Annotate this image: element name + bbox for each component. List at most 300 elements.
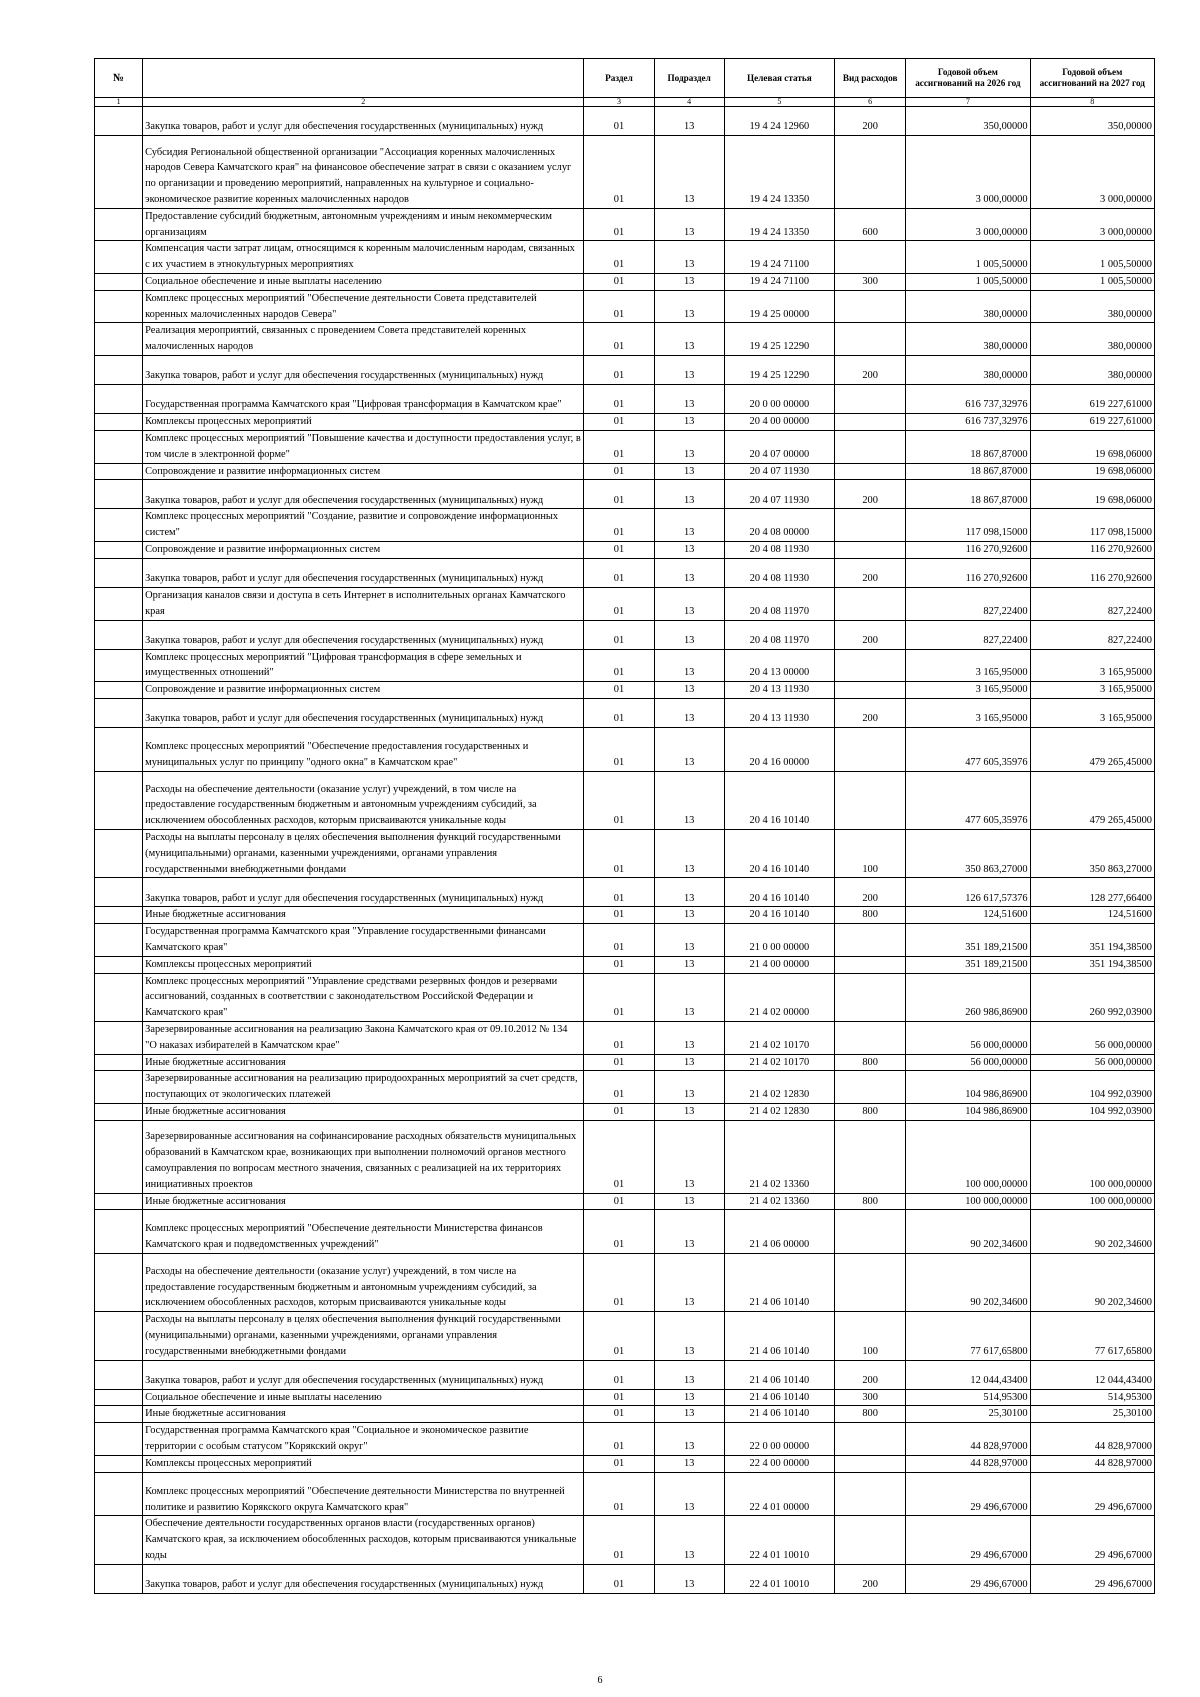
expense-type-cell: 800 — [835, 1406, 906, 1423]
amount-2027-cell: 117 098,15000 — [1030, 509, 1154, 542]
expense-type-cell — [835, 1210, 906, 1254]
section-cell: 01 — [584, 1022, 654, 1055]
expense-type-cell: 200 — [835, 878, 906, 907]
amount-2026-cell: 514,95300 — [906, 1389, 1030, 1406]
header-name — [143, 59, 584, 98]
table-row — [95, 1022, 1155, 1055]
expense-name-cell: Комплексы процессных мероприятий — [143, 1455, 584, 1472]
expense-type-cell — [835, 1516, 906, 1564]
target-article-cell: 19 4 25 12290 — [724, 323, 834, 356]
section-cell: 01 — [584, 1472, 654, 1516]
expense-name-cell: Закупка товаров, работ и услуг для обеспечения государственных (муниципальных) нужд — [143, 878, 584, 907]
table-row — [95, 1312, 1155, 1360]
section-cell: 01 — [584, 649, 654, 682]
target-article-cell: 20 4 00 00000 — [724, 414, 834, 431]
amount-2026-cell: 100 000,00000 — [906, 1193, 1030, 1210]
table-row — [95, 728, 1155, 772]
expense-type-cell — [835, 241, 906, 274]
row-number-cell — [95, 1071, 143, 1104]
row-number-cell — [95, 956, 143, 973]
amount-2027-cell: 100 000,00000 — [1030, 1120, 1154, 1193]
amount-2027-cell: 104 992,03900 — [1030, 1104, 1154, 1121]
target-article-cell: 21 4 06 10140 — [724, 1389, 834, 1406]
expense-name-cell: Сопровождение и развитие информационных систем — [143, 463, 584, 480]
row-number-cell — [95, 414, 143, 431]
row-number-cell — [95, 973, 143, 1021]
expense-name-cell: Государственная программа Камчатского края "Социальное и экономическое развитие территории с особым статусом "Корякский округ" — [143, 1423, 584, 1456]
amount-2027-cell: 56 000,00000 — [1030, 1054, 1154, 1071]
subsection-cell: 13 — [654, 107, 724, 136]
amount-2026-cell: 29 496,67000 — [906, 1564, 1030, 1593]
table-row — [95, 136, 1155, 209]
expense-name-cell: Комплекс процессных мероприятий "Создание, развитие и сопровождение информационных систем" — [143, 509, 584, 542]
amount-2027-cell: 350,00000 — [1030, 107, 1154, 136]
column-number: 8 — [1030, 98, 1154, 107]
section-cell: 01 — [584, 771, 654, 829]
row-number-cell — [95, 136, 143, 209]
subsection-cell: 13 — [654, 956, 724, 973]
amount-2026-cell: 18 867,87000 — [906, 431, 1030, 464]
expense-type-cell — [835, 1254, 906, 1312]
target-article-cell: 20 4 08 11970 — [724, 620, 834, 649]
amount-2026-cell: 18 867,87000 — [906, 463, 1030, 480]
section-cell: 01 — [584, 480, 654, 509]
subsection-cell: 13 — [654, 973, 724, 1021]
header-year-2026: Годовой объем ассигнований на 2026 год — [906, 59, 1030, 98]
row-number-cell — [95, 558, 143, 587]
amount-2026-cell: 3 165,95000 — [906, 682, 1030, 699]
amount-2026-cell: 12 044,43400 — [906, 1360, 1030, 1389]
amount-2027-cell: 1 005,50000 — [1030, 241, 1154, 274]
subsection-cell: 13 — [654, 1120, 724, 1193]
row-number-cell — [95, 878, 143, 907]
section-cell: 01 — [584, 1406, 654, 1423]
subsection-cell: 13 — [654, 1564, 724, 1593]
page-number: 6 — [597, 1675, 603, 1686]
amount-2027-cell: 116 270,92600 — [1030, 542, 1154, 559]
subsection-cell: 13 — [654, 414, 724, 431]
subsection-cell: 13 — [654, 1455, 724, 1472]
expense-name-cell: Закупка товаров, работ и услуг для обеспечения государственных (муниципальных) нужд — [143, 558, 584, 587]
amount-2027-cell: 90 202,34600 — [1030, 1254, 1154, 1312]
amount-2026-cell: 116 270,92600 — [906, 558, 1030, 587]
target-article-cell: 21 4 06 10140 — [724, 1254, 834, 1312]
section-cell: 01 — [584, 431, 654, 464]
table-body — [95, 107, 1155, 1594]
expense-name-cell: Комплекс процессных мероприятий "Обеспечение деятельности Министерства финансов Камчатского края и подведомственных учреждений" — [143, 1210, 584, 1254]
header-subsection: Подраздел — [654, 59, 724, 98]
amount-2026-cell: 124,51600 — [906, 907, 1030, 924]
amount-2026-cell: 90 202,34600 — [906, 1254, 1030, 1312]
expense-name-cell: Зарезервированные ассигнования на софинансирование расходных обязательств муниципальных образований в Камчатском крае, возникающих при выполнении полномочий органов местного самоуправления по вопросам местного значения, связанных с реализацией на их территориях инициативных проектов — [143, 1120, 584, 1193]
expense-name-cell: Предоставление субсидий бюджетным, автономным учреждениям и иным некоммерческим организациям — [143, 208, 584, 241]
expense-name-cell: Закупка товаров, работ и услуг для обеспечения государственных (муниципальных) нужд — [143, 699, 584, 728]
amount-2027-cell: 44 828,97000 — [1030, 1455, 1154, 1472]
amount-2027-cell: 56 000,00000 — [1030, 1022, 1154, 1055]
target-article-cell: 20 4 16 10140 — [724, 829, 834, 877]
subsection-cell: 13 — [654, 431, 724, 464]
amount-2026-cell: 25,30100 — [906, 1406, 1030, 1423]
table-row — [95, 356, 1155, 385]
subsection-cell: 13 — [654, 241, 724, 274]
amount-2026-cell: 3 165,95000 — [906, 699, 1030, 728]
table-row — [95, 509, 1155, 542]
row-number-cell — [95, 1472, 143, 1516]
section-cell: 01 — [584, 1389, 654, 1406]
table-row — [95, 208, 1155, 241]
subsection-cell: 13 — [654, 1071, 724, 1104]
expense-type-cell — [835, 1455, 906, 1472]
budget-table — [94, 58, 1155, 1594]
amount-2026-cell: 350,00000 — [906, 107, 1030, 136]
section-cell: 01 — [584, 1071, 654, 1104]
target-article-cell: 21 4 06 10140 — [724, 1312, 834, 1360]
subsection-cell: 13 — [654, 771, 724, 829]
row-number-cell — [95, 1360, 143, 1389]
target-article-cell: 21 4 02 12830 — [724, 1071, 834, 1104]
expense-type-cell — [835, 1120, 906, 1193]
subsection-cell: 13 — [654, 1104, 724, 1121]
amount-2027-cell: 25,30100 — [1030, 1406, 1154, 1423]
table-row — [95, 431, 1155, 464]
section-cell: 01 — [584, 956, 654, 973]
amount-2027-cell: 124,51600 — [1030, 907, 1154, 924]
expense-name-cell: Расходы на обеспечение деятельности (оказание услуг) учреждений, в том числе на предоставление государственным бюджетным и автономным учреждениям субсидий, за исключением обособленных расходов, которым присваиваются уникальные коды — [143, 1254, 584, 1312]
amount-2027-cell: 514,95300 — [1030, 1389, 1154, 1406]
expense-type-cell: 100 — [835, 1312, 906, 1360]
subsection-cell: 13 — [654, 1472, 724, 1516]
subsection-cell: 13 — [654, 829, 724, 877]
expense-name-cell: Комплекс процессных мероприятий "Обеспечение предоставления государственных и муниципальных услуг по принципу "одного окна" в Камчатском крае" — [143, 728, 584, 772]
expense-name-cell: Закупка товаров, работ и услуг для обеспечения государственных (муниципальных) нужд — [143, 1564, 584, 1593]
amount-2027-cell: 44 828,97000 — [1030, 1423, 1154, 1456]
row-number-cell — [95, 1104, 143, 1121]
expense-name-cell: Расходы на выплаты персоналу в целях обеспечения выполнения функций государственными (муниципальными) органами, казенными учреждениями, органами управления государственными внебюджетными фондами — [143, 829, 584, 877]
amount-2026-cell: 3 000,00000 — [906, 136, 1030, 209]
expense-type-cell — [835, 463, 906, 480]
table-row — [95, 1254, 1155, 1312]
section-cell: 01 — [584, 1312, 654, 1360]
row-number-cell — [95, 1516, 143, 1564]
target-article-cell: 22 4 00 00000 — [724, 1455, 834, 1472]
expense-name-cell: Комплексы процессных мероприятий — [143, 956, 584, 973]
subsection-cell: 13 — [654, 924, 724, 957]
amount-2027-cell: 380,00000 — [1030, 290, 1154, 323]
section-cell: 01 — [584, 1120, 654, 1193]
amount-2027-cell: 12 044,43400 — [1030, 1360, 1154, 1389]
section-cell: 01 — [584, 699, 654, 728]
target-article-cell: 20 4 13 00000 — [724, 649, 834, 682]
table-row — [95, 620, 1155, 649]
target-article-cell: 21 4 02 13360 — [724, 1193, 834, 1210]
amount-2026-cell: 1 005,50000 — [906, 241, 1030, 274]
row-number-cell — [95, 907, 143, 924]
amount-2027-cell: 3 000,00000 — [1030, 208, 1154, 241]
row-number-cell — [95, 1312, 143, 1360]
expense-name-cell: Иные бюджетные ассигнования — [143, 1193, 584, 1210]
subsection-cell: 13 — [654, 356, 724, 385]
subsection-cell: 13 — [654, 480, 724, 509]
table-row — [95, 1054, 1155, 1071]
table-row — [95, 241, 1155, 274]
expense-type-cell: 800 — [835, 907, 906, 924]
table-row — [95, 682, 1155, 699]
subsection-cell: 13 — [654, 136, 724, 209]
target-article-cell: 20 4 13 11930 — [724, 699, 834, 728]
target-article-cell: 19 4 25 00000 — [724, 290, 834, 323]
subsection-cell: 13 — [654, 274, 724, 291]
target-article-cell: 19 4 24 12960 — [724, 107, 834, 136]
amount-2026-cell: 56 000,00000 — [906, 1022, 1030, 1055]
expense-type-cell — [835, 1423, 906, 1456]
amount-2027-cell: 380,00000 — [1030, 356, 1154, 385]
expense-name-cell: Сопровождение и развитие информационных систем — [143, 682, 584, 699]
amount-2027-cell: 3 165,95000 — [1030, 682, 1154, 699]
amount-2026-cell: 90 202,34600 — [906, 1210, 1030, 1254]
section-cell: 01 — [584, 290, 654, 323]
amount-2026-cell: 3 165,95000 — [906, 649, 1030, 682]
subsection-cell: 13 — [654, 1312, 724, 1360]
section-cell: 01 — [584, 878, 654, 907]
expense-type-cell — [835, 956, 906, 973]
amount-2027-cell: 619 227,61000 — [1030, 414, 1154, 431]
section-cell: 01 — [584, 136, 654, 209]
header-section: Раздел — [584, 59, 654, 98]
subsection-cell: 13 — [654, 463, 724, 480]
amount-2027-cell: 128 277,66400 — [1030, 878, 1154, 907]
target-article-cell: 21 4 02 12830 — [724, 1104, 834, 1121]
amount-2027-cell: 3 165,95000 — [1030, 699, 1154, 728]
expense-name-cell: Социальное обеспечение и иные выплаты населению — [143, 274, 584, 291]
expense-name-cell: Комплекс процессных мероприятий "Управление средствами резервных фондов и резервами ассигнований, созданных в соответствии с законодательством Российской Федерации и Камчатского края" — [143, 973, 584, 1021]
expense-name-cell: Иные бюджетные ассигнования — [143, 1406, 584, 1423]
amount-2027-cell: 19 698,06000 — [1030, 463, 1154, 480]
amount-2026-cell: 616 737,32976 — [906, 414, 1030, 431]
table-row — [95, 1071, 1155, 1104]
amount-2027-cell: 1 005,50000 — [1030, 274, 1154, 291]
subsection-cell: 13 — [654, 620, 724, 649]
subsection-cell: 13 — [654, 587, 724, 620]
section-cell: 01 — [584, 1360, 654, 1389]
subsection-cell: 13 — [654, 1193, 724, 1210]
target-article-cell: 21 4 02 10170 — [724, 1022, 834, 1055]
table-row — [95, 290, 1155, 323]
amount-2027-cell: 380,00000 — [1030, 323, 1154, 356]
amount-2026-cell: 1 005,50000 — [906, 274, 1030, 291]
table-row — [95, 878, 1155, 907]
target-article-cell: 20 4 07 11930 — [724, 480, 834, 509]
row-number-cell — [95, 509, 143, 542]
amount-2026-cell: 126 617,57376 — [906, 878, 1030, 907]
amount-2027-cell: 351 194,38500 — [1030, 956, 1154, 973]
row-number-cell — [95, 463, 143, 480]
section-cell: 01 — [584, 620, 654, 649]
target-article-cell: 22 4 01 00000 — [724, 1472, 834, 1516]
table-row — [95, 480, 1155, 509]
amount-2027-cell: 29 496,67000 — [1030, 1516, 1154, 1564]
row-number-cell — [95, 1193, 143, 1210]
header-target-article: Целевая статья — [724, 59, 834, 98]
table-row — [95, 699, 1155, 728]
table-row — [95, 924, 1155, 957]
column-number: 3 — [584, 98, 654, 107]
table-row — [95, 1423, 1155, 1456]
amount-2026-cell: 827,22400 — [906, 620, 1030, 649]
amount-2026-cell: 29 496,67000 — [906, 1472, 1030, 1516]
section-cell: 01 — [584, 682, 654, 699]
expense-name-cell: Компенсация части затрат лицам, относящимся к коренным малочисленным народам, связанных с их участием в этнокультурных мероприятиях — [143, 241, 584, 274]
expense-name-cell: Закупка товаров, работ и услуг для обеспечения государственных (муниципальных) нужд — [143, 107, 584, 136]
amount-2026-cell: 477 605,35976 — [906, 728, 1030, 772]
table-row — [95, 829, 1155, 877]
amount-2026-cell: 77 617,65800 — [906, 1312, 1030, 1360]
column-number: 4 — [654, 98, 724, 107]
expense-type-cell: 100 — [835, 829, 906, 877]
table-row — [95, 1472, 1155, 1516]
section-cell: 01 — [584, 1423, 654, 1456]
target-article-cell: 20 4 08 11930 — [724, 558, 834, 587]
amount-2026-cell: 827,22400 — [906, 587, 1030, 620]
row-number-cell — [95, 323, 143, 356]
expense-name-cell: Иные бюджетные ассигнования — [143, 1104, 584, 1121]
table-row — [95, 542, 1155, 559]
expense-type-cell — [835, 649, 906, 682]
section-cell: 01 — [584, 1054, 654, 1071]
section-cell: 01 — [584, 1254, 654, 1312]
table-row — [95, 1406, 1155, 1423]
section-cell: 01 — [584, 323, 654, 356]
expense-name-cell: Государственная программа Камчатского края "Цифровая трансформация в Камчатском крае" — [143, 385, 584, 414]
row-number-cell — [95, 1564, 143, 1593]
table-row — [95, 973, 1155, 1021]
expense-type-cell — [835, 509, 906, 542]
row-number-cell — [95, 649, 143, 682]
target-article-cell: 21 4 00 00000 — [724, 956, 834, 973]
expense-type-cell — [835, 771, 906, 829]
expense-name-cell: Комплекс процессных мероприятий "Обеспечение деятельности Министерства по внутренней политике и развитию Корякского округа Камчатского края" — [143, 1472, 584, 1516]
row-number-cell — [95, 1120, 143, 1193]
expense-type-cell: 800 — [835, 1193, 906, 1210]
expense-type-cell: 300 — [835, 274, 906, 291]
table-header-row — [95, 59, 1155, 98]
row-number-cell — [95, 356, 143, 385]
section-cell: 01 — [584, 973, 654, 1021]
expense-name-cell: Закупка товаров, работ и услуг для обеспечения государственных (муниципальных) нужд — [143, 356, 584, 385]
amount-2026-cell: 380,00000 — [906, 356, 1030, 385]
table-row — [95, 649, 1155, 682]
target-article-cell: 22 0 00 00000 — [724, 1423, 834, 1456]
subsection-cell: 13 — [654, 728, 724, 772]
expense-name-cell: Зарезервированные ассигнования на реализацию природоохранных мероприятий за счет средств, поступающих от экологических платежей — [143, 1071, 584, 1104]
expense-type-cell: 200 — [835, 356, 906, 385]
section-cell: 01 — [584, 208, 654, 241]
section-cell: 01 — [584, 509, 654, 542]
section-cell: 01 — [584, 1210, 654, 1254]
target-article-cell: 21 4 02 00000 — [724, 973, 834, 1021]
subsection-cell: 13 — [654, 1406, 724, 1423]
section-cell: 01 — [584, 924, 654, 957]
amount-2027-cell: 350 863,27000 — [1030, 829, 1154, 877]
expense-type-cell — [835, 924, 906, 957]
amount-2026-cell: 56 000,00000 — [906, 1054, 1030, 1071]
target-article-cell: 21 4 02 13360 — [724, 1120, 834, 1193]
section-cell: 01 — [584, 907, 654, 924]
table-row — [95, 385, 1155, 414]
table-row — [95, 956, 1155, 973]
target-article-cell: 19 4 25 12290 — [724, 356, 834, 385]
row-number-cell — [95, 587, 143, 620]
subsection-cell: 13 — [654, 323, 724, 356]
section-cell: 01 — [584, 829, 654, 877]
section-cell: 01 — [584, 1104, 654, 1121]
expense-type-cell: 300 — [835, 1389, 906, 1406]
table-row — [95, 107, 1155, 136]
amount-2026-cell: 380,00000 — [906, 290, 1030, 323]
subsection-cell: 13 — [654, 1054, 724, 1071]
expense-name-cell: Закупка товаров, работ и услуг для обеспечения государственных (муниципальных) нужд — [143, 620, 584, 649]
expense-name-cell: Сопровождение и развитие информационных систем — [143, 542, 584, 559]
row-number-cell — [95, 682, 143, 699]
expense-type-cell — [835, 323, 906, 356]
expense-type-cell — [835, 414, 906, 431]
target-article-cell: 19 4 24 71100 — [724, 274, 834, 291]
amount-2026-cell: 260 986,86900 — [906, 973, 1030, 1021]
amount-2026-cell: 29 496,67000 — [906, 1516, 1030, 1564]
table-row — [95, 558, 1155, 587]
target-article-cell: 21 4 06 10140 — [724, 1406, 834, 1423]
section-cell: 01 — [584, 542, 654, 559]
target-article-cell: 20 4 07 00000 — [724, 431, 834, 464]
amount-2026-cell: 380,00000 — [906, 323, 1030, 356]
expense-type-cell — [835, 542, 906, 559]
row-number-cell — [95, 1423, 143, 1456]
table-row — [95, 1210, 1155, 1254]
expense-type-cell — [835, 587, 906, 620]
target-article-cell: 20 4 08 11970 — [724, 587, 834, 620]
amount-2026-cell: 350 863,27000 — [906, 829, 1030, 877]
subsection-cell: 13 — [654, 649, 724, 682]
table-row — [95, 1193, 1155, 1210]
expense-name-cell: Расходы на обеспечение деятельности (оказание услуг) учреждений, в том числе на предоставление государственным бюджетным и автономным учреждениям субсидий, за исключением обособленных расходов, которым присваиваются уникальные коды — [143, 771, 584, 829]
amount-2026-cell: 477 605,35976 — [906, 771, 1030, 829]
expense-type-cell: 200 — [835, 620, 906, 649]
target-article-cell: 20 0 00 00000 — [724, 385, 834, 414]
subsection-cell: 13 — [654, 208, 724, 241]
column-number: 7 — [906, 98, 1030, 107]
header-year-2027: Годовой объем ассигнований на 2027 год — [1030, 59, 1154, 98]
amount-2026-cell: 44 828,97000 — [906, 1423, 1030, 1456]
expense-type-cell: 600 — [835, 208, 906, 241]
target-article-cell: 19 4 24 13350 — [724, 208, 834, 241]
amount-2027-cell: 3 165,95000 — [1030, 649, 1154, 682]
expense-name-cell: Государственная программа Камчатского края "Управление государственными финансами Камчатского края" — [143, 924, 584, 957]
expense-name-cell: Закупка товаров, работ и услуг для обеспечения государственных (муниципальных) нужд — [143, 1360, 584, 1389]
target-article-cell: 19 4 24 13350 — [724, 136, 834, 209]
amount-2027-cell: 19 698,06000 — [1030, 480, 1154, 509]
subsection-cell: 13 — [654, 542, 724, 559]
row-number-cell — [95, 241, 143, 274]
amount-2026-cell: 351 189,21500 — [906, 924, 1030, 957]
row-number-cell — [95, 274, 143, 291]
subsection-cell: 13 — [654, 509, 724, 542]
subsection-cell: 13 — [654, 1423, 724, 1456]
amount-2027-cell: 29 496,67000 — [1030, 1564, 1154, 1593]
expense-name-cell: Зарезервированные ассигнования на реализацию Закона Камчатского края от 09.10.2012 № 134 "О наказах избирателей в Камчатском крае" — [143, 1022, 584, 1055]
amount-2026-cell: 104 986,86900 — [906, 1071, 1030, 1104]
expense-type-cell: 200 — [835, 480, 906, 509]
row-number-cell — [95, 107, 143, 136]
row-number-cell — [95, 924, 143, 957]
